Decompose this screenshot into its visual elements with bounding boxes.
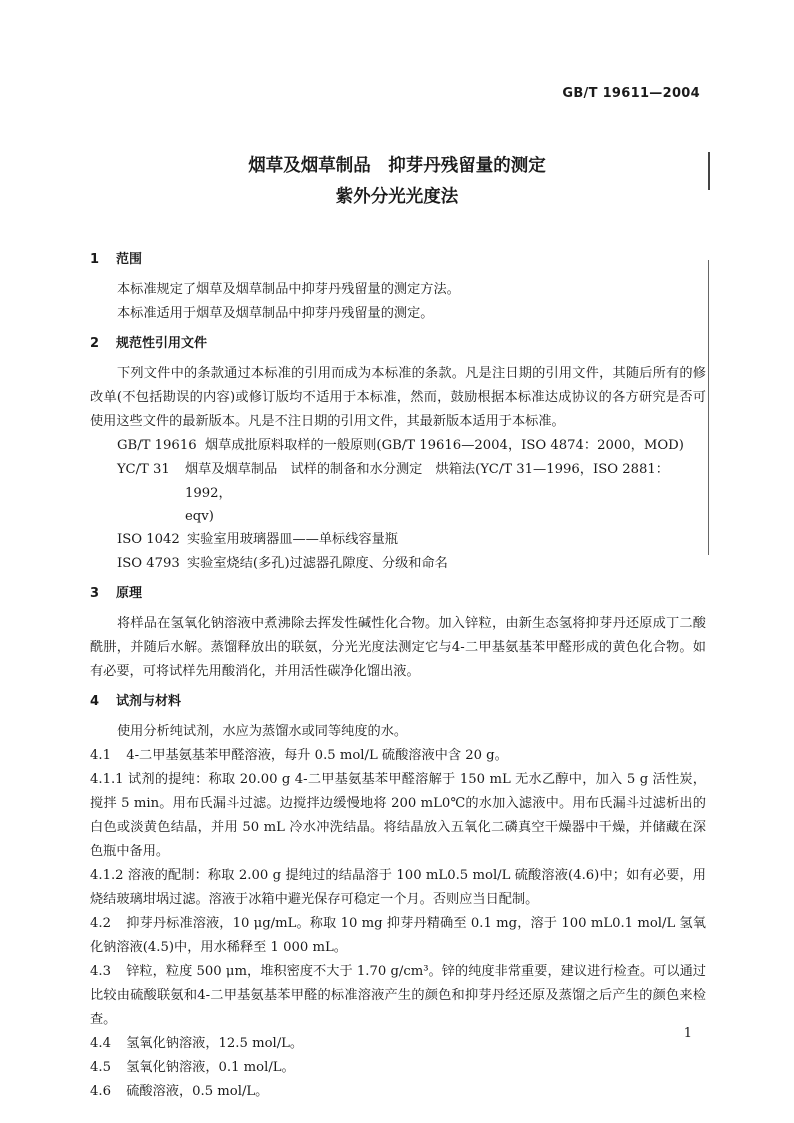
clause-item: 4.2 抑芽丹标准溶液，10 μg/mL。称取 10 mg 抑芽丹精确至 0.1 mg，溶于 100 mL0.1 mol/L 氢氧化钠溶液(4.5)中，用水稀释至 1 000 mL。 (90, 916, 706, 955)
section-heading: 2 规范性引用文件 (90, 336, 208, 351)
paragraph: 下列文件中的条款通过本标准的引用而成为本标准的条款。凡是注日期的引用文件，其随后所有的修改单(不包括勘误的内容)或修订版均不适用于本标准，然而，鼓励根据本标准达成协议的各方研究是否可使用这些文件的最新版本。凡是不注日期的引用文件，其最新版本适用于本标准。 (90, 366, 706, 429)
clause-item: 4.3 锌粒，粒度 500 μm，堆积密度不大于 1.70 g/cm³。锌的纯度非常重要，建议进行检查。可以通过比较由硫酸联氨和4-二甲基氨基苯甲醛的标准溶液产生的颜色和抑芽丹经还原及蒸馏之后产生的颜色来检查。 (90, 964, 706, 1027)
clause-item: 4.4 氢氧化钠溶液，12.5 mol/L。 (90, 1036, 304, 1051)
paragraph: 将样品在氢氧化钠溶液中煮沸除去挥发性碱性化合物。加入锌粒，由新生态氢将抑芽丹还原成丁二酸酰肼，并随后水解。蒸馏释放出的联氨，分光光度法测定它与4-二甲基氨基苯甲醛形成的黄色化合物。如有必要，可将试样先用酸消化，并用活性碳净化馏出液。 (90, 616, 706, 679)
section-heading: 3 原理 (90, 586, 143, 601)
clause-item: 4.5 氢氧化钠溶液，0.1 mol/L。 (90, 1060, 295, 1075)
section-heading: 4 试剂与材料 (90, 694, 182, 709)
reference-item: ISO 1042 实验室用玻璃器皿——单标线容量瓶 (117, 532, 398, 547)
document-body (90, 248, 706, 1104)
document-title-line2: 紫外分光光度法 (335, 187, 459, 207)
reference-item: YC/T 31 烟草及烟草制品 试样的制备和水分测定 烘箱法(YC/T 31—1996，ISO 2881：1992， (117, 462, 669, 501)
clause-item: 4.1 4-二甲基氨基苯甲醛溶液，每升 0.5 mol/L 硫酸溶液中含 20 g。 (90, 748, 508, 763)
clause-item: 4.1.1 试剂的提纯：称取 20.00 g 4-二甲基氨基苯甲醛溶解于 150 mL 无水乙醇中，加入 5 g 活性炭，搅拌 5 min。用布氏漏斗过滤。边搅拌边缓慢地将 200 mL0℃的水加入滤液中。用布氏漏斗过滤析出的白色或淡黄色结晶，并用 50 mL 冷水冲洗结晶。将结晶放入五氧化二磷真空干燥器中干燥，并储藏在深色瓶中备用。 (90, 772, 706, 859)
section-heading: 1 范围 (90, 252, 143, 267)
paragraph: 本标准适用于烟草及烟草制品中抑芽丹残留量的测定。 (117, 306, 434, 321)
clause-item: 4.1.2 溶液的配制：称取 2.00 g 提纯过的结晶溶于 100 mL0.5 mol/L 硫酸溶液(4.6)中；如有必要，用烧结玻璃坩埚过滤。溶液于冰箱中避光保存可稳定一个月。否则应当日配制。 (90, 868, 706, 907)
margin-change-bar (708, 152, 710, 190)
paragraph: 使用分析纯试剂，水应为蒸馏水或同等纯度的水。 (117, 724, 408, 739)
reference-item: ISO 4793 实验室烧结(多孔)过滤器孔隙度、分级和命名 (117, 556, 448, 571)
margin-change-bar (708, 260, 709, 555)
reference-continuation: eqv) (185, 509, 214, 524)
reference-item: GB/T 19616 烟草成批原料取样的一般原则(GB/T 19616—2004，ISO 4874：2000，MOD) (117, 438, 684, 453)
paragraph: 本标准规定了烟草及烟草制品中抑芽丹残留量的测定方法。 (117, 282, 460, 297)
page-number: 1 (683, 1026, 692, 1041)
clause-item: 4.6 硫酸溶液，0.5 mol/L。 (90, 1084, 269, 1099)
standard-code: GB/T 19611—2004 (562, 86, 700, 101)
document-title-line1: 烟草及烟草制品 抑芽丹残留量的测定 (248, 156, 546, 176)
